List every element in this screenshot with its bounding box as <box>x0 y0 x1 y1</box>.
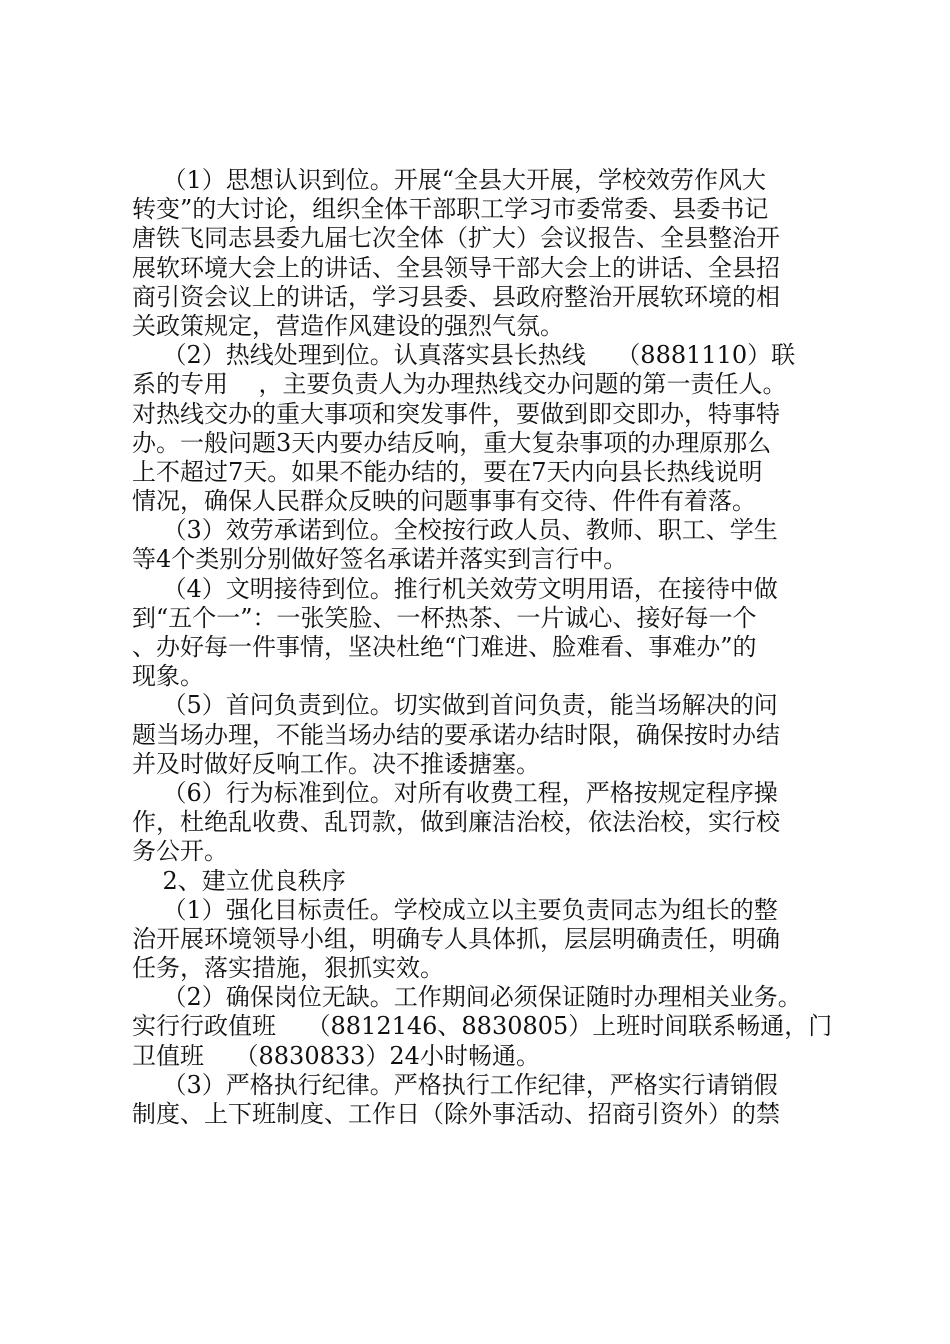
text-line: 务公开。 <box>132 837 228 866</box>
text-line: 商引资会议上的讲话，学习县委、县政府整治开展软环境的相 <box>132 282 780 311</box>
text-line: （1）思想认识到位。开展“全县大开展，学校效劳作风大 <box>132 166 767 194</box>
text-line: 等4个类别分别做好签名承诺并落实到言行中。 <box>132 545 628 574</box>
text-line: （2）热线处理到位。认真落实县长热线 （8881110）联 <box>132 341 796 370</box>
text-line: 现象。 <box>132 662 204 691</box>
document-body <box>132 166 842 1129</box>
text-line: 并及时做好反响工作。决不推诿搪塞。 <box>132 749 540 778</box>
text-line: 治开展环境领导小组，明确专人具体抓，层层明确责任，明确 <box>132 924 780 953</box>
text-line: 、办好每一件事情，坚决杜绝“门难进、脸难看、事难办”的 <box>132 633 757 661</box>
text-line: 唐铁飞同志县委九届七次全体（扩大）会议报告、全县整治开 <box>132 224 780 253</box>
section-heading: 2、建立优良秩序 <box>132 866 346 895</box>
text-line: 卫值班 （8830833）24小时畅通。 <box>132 1041 540 1070</box>
text-line: 实行行政值班 （8812146、8830805）上班时间联系畅通，门 <box>132 1012 833 1041</box>
text-line: （1）强化目标责任。学校成立以主要负责同志为组长的整 <box>132 895 778 924</box>
text-line: 转变”的大讨论，组织全体干部职工学习市委常委、县委书记 <box>132 195 769 224</box>
text-line: 题当场办理，不能当场办结的要承诺办结时限，确保按时办结 <box>132 720 780 749</box>
text-line: 对热线交办的重大事项和突发事件，要做到即交即办，特事特 <box>132 399 780 428</box>
text-line: （3）效劳承诺到位。全校按行政人员、教师、职工、学生 <box>132 516 778 545</box>
text-line: 展软环境大会上的讲话、全县领导干部大会上的讲话、全县招 <box>132 253 780 282</box>
text-line: （5）首问负责到位。切实做到首问负责，能当场解决的问 <box>132 691 778 720</box>
text-line: 系的专用 ，主要负责人为办理热线交办问题的第一责任人。 <box>132 370 787 399</box>
text-line: 任务，落实措施，狠抓实效。 <box>132 954 444 983</box>
text-line: 制度、上下班制度、工作日（除外事活动、招商引资外）的禁 <box>132 1100 780 1128</box>
text-line: 办。一般问题3天内要办结反响，重大复杂事项的办理原那么 <box>132 428 772 457</box>
text-line: （3）严格执行纪律。严格执行工作纪律，严格实行请销假 <box>132 1070 778 1099</box>
text-line: 关政策规定，营造作风建设的强烈气氛。 <box>132 311 564 340</box>
text-line: 情况，确保人民群众反映的问题事事有交待、件件有着落。 <box>132 487 756 516</box>
text-line: 上不超过7天。如果不能办结的，要在7天内向县长热线说明 <box>132 457 763 486</box>
text-line: 作，杜绝乱收费、乱罚款，做到廉洁治校，依法治校，实行校 <box>132 808 780 837</box>
text-line: （4）文明接待到位。推行机关效劳文明用语，在接待中做 <box>132 574 778 603</box>
text-line: （6）行为标准到位。对所有收费工程，严格按规定程序操 <box>132 778 778 807</box>
text-line: 到“五个一”：一张笑脸、一杯热茶、一片诚心、接好每一个 <box>132 603 757 632</box>
text-line: （2）确保岗位无缺。工作期间必须保证随时办理相关业务。 <box>132 983 802 1012</box>
